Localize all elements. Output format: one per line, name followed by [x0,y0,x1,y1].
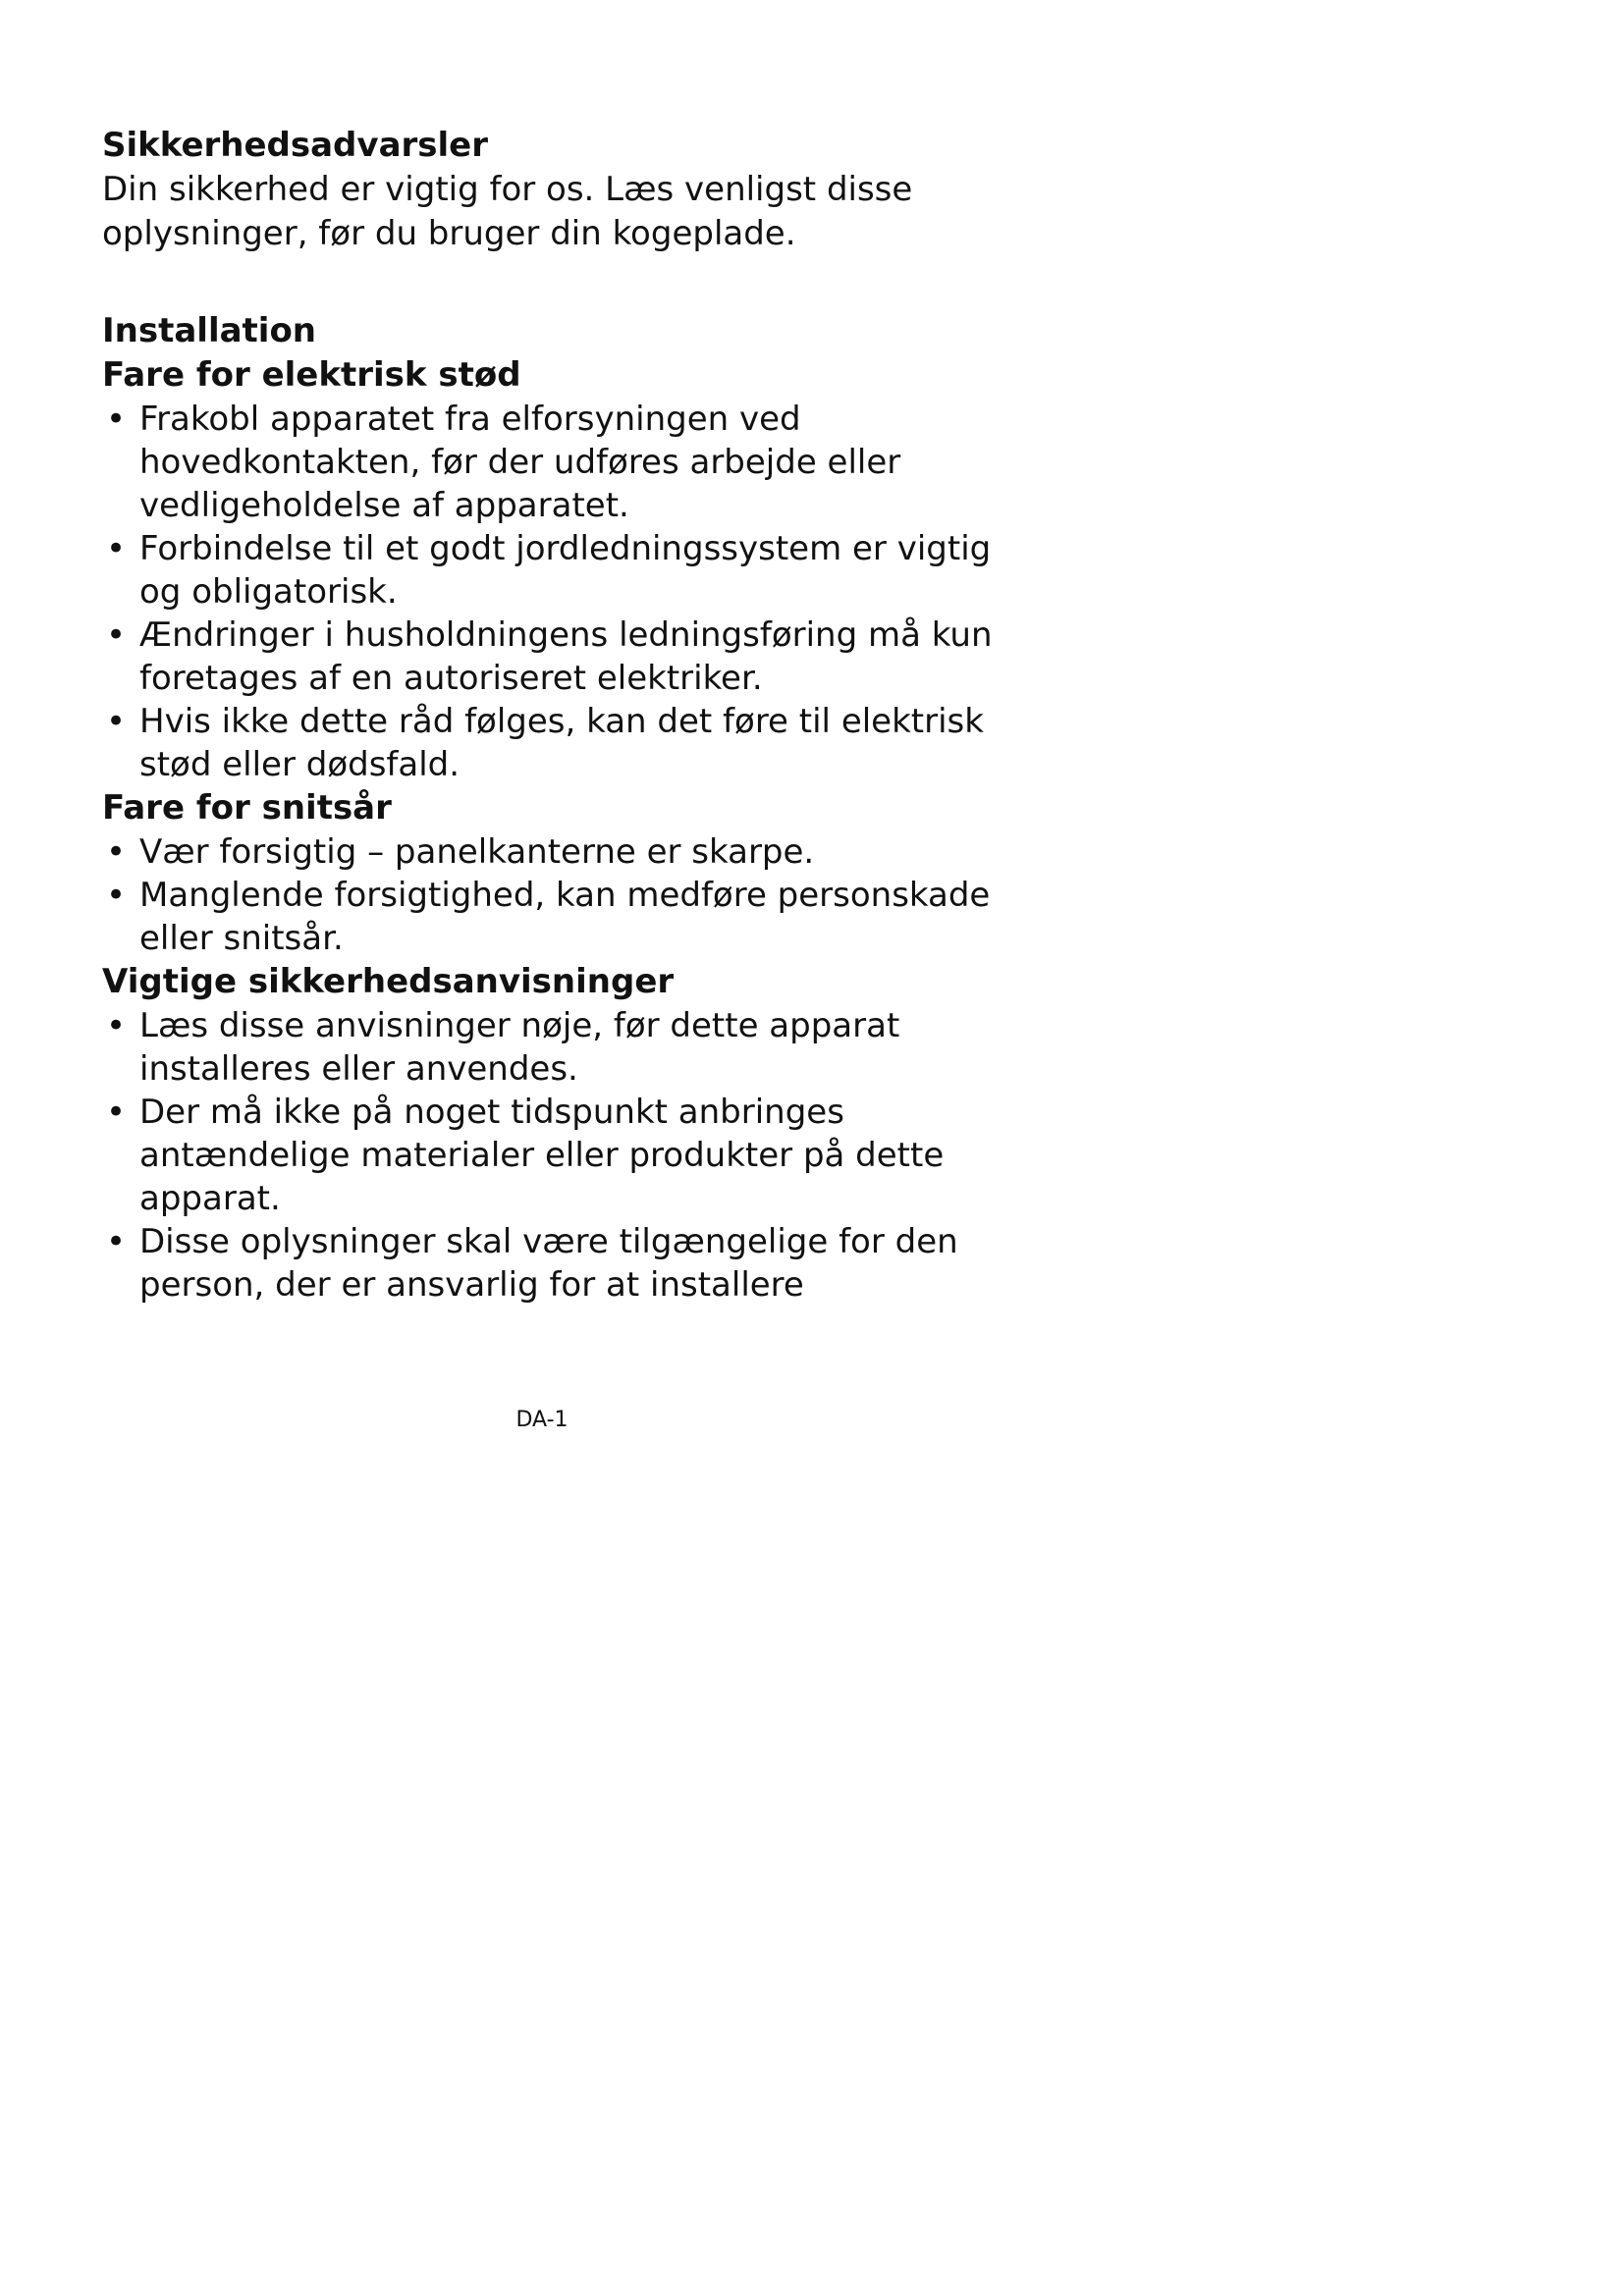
important-heading: Vigtige sikkerhedsanvisninger [102,962,675,1001]
list-item: • Læs disse anvisninger nøje, før dette apparat installeres eller anvendes. [102,1004,1025,1091]
list-item: • Der må ikke på noget tidspunkt anbringes antændelige materialer eller produkter på dette apparat. [102,1091,1025,1220]
page-number: DA-1 [515,1408,568,1432]
cuts-list [102,830,1025,960]
list-item: • Manglende forsigtighed, kan medføre personskade eller snitsår. [102,874,1025,960]
safety-heading: Sikkerhedsadvarsler [102,126,488,165]
list-item: • Forbindelse til et godt jordledningssystem er vigtig og obligatorisk. [102,527,1025,614]
document-page [102,124,1025,1307]
list-item: • Frakobl apparatet fra elforsyningen ved hovedkontakten, før der udføres arbejde eller vedligeholdelse af apparatet. [102,398,1025,527]
list-item: • Vær forsigtig – panelkanterne er skarpe. [102,830,1025,874]
list-item: • Disse oplysninger skal være tilgængelige for den person, der er ansvarlig for at installere [102,1220,1025,1307]
installation-heading: Installation [102,311,317,350]
important-list [102,1004,1025,1307]
shock-list [102,398,1025,786]
spacer [102,256,1025,309]
cuts-heading: Fare for snitsår [102,788,392,828]
list-item: • Hvis ikke dette råd følges, kan det føre til elektrisk stød eller dødsfald. [102,700,1025,786]
shock-heading: Fare for elektrisk stød [102,355,521,395]
list-item: • Ændringer i husholdningens ledningsføring må kun foretages af en autoriseret elektriker. [102,614,1025,700]
safety-intro: Din sikkerhed er vigtig for os. Læs venligst disse oplysninger, før du bruger din kogeplade. [102,170,913,253]
